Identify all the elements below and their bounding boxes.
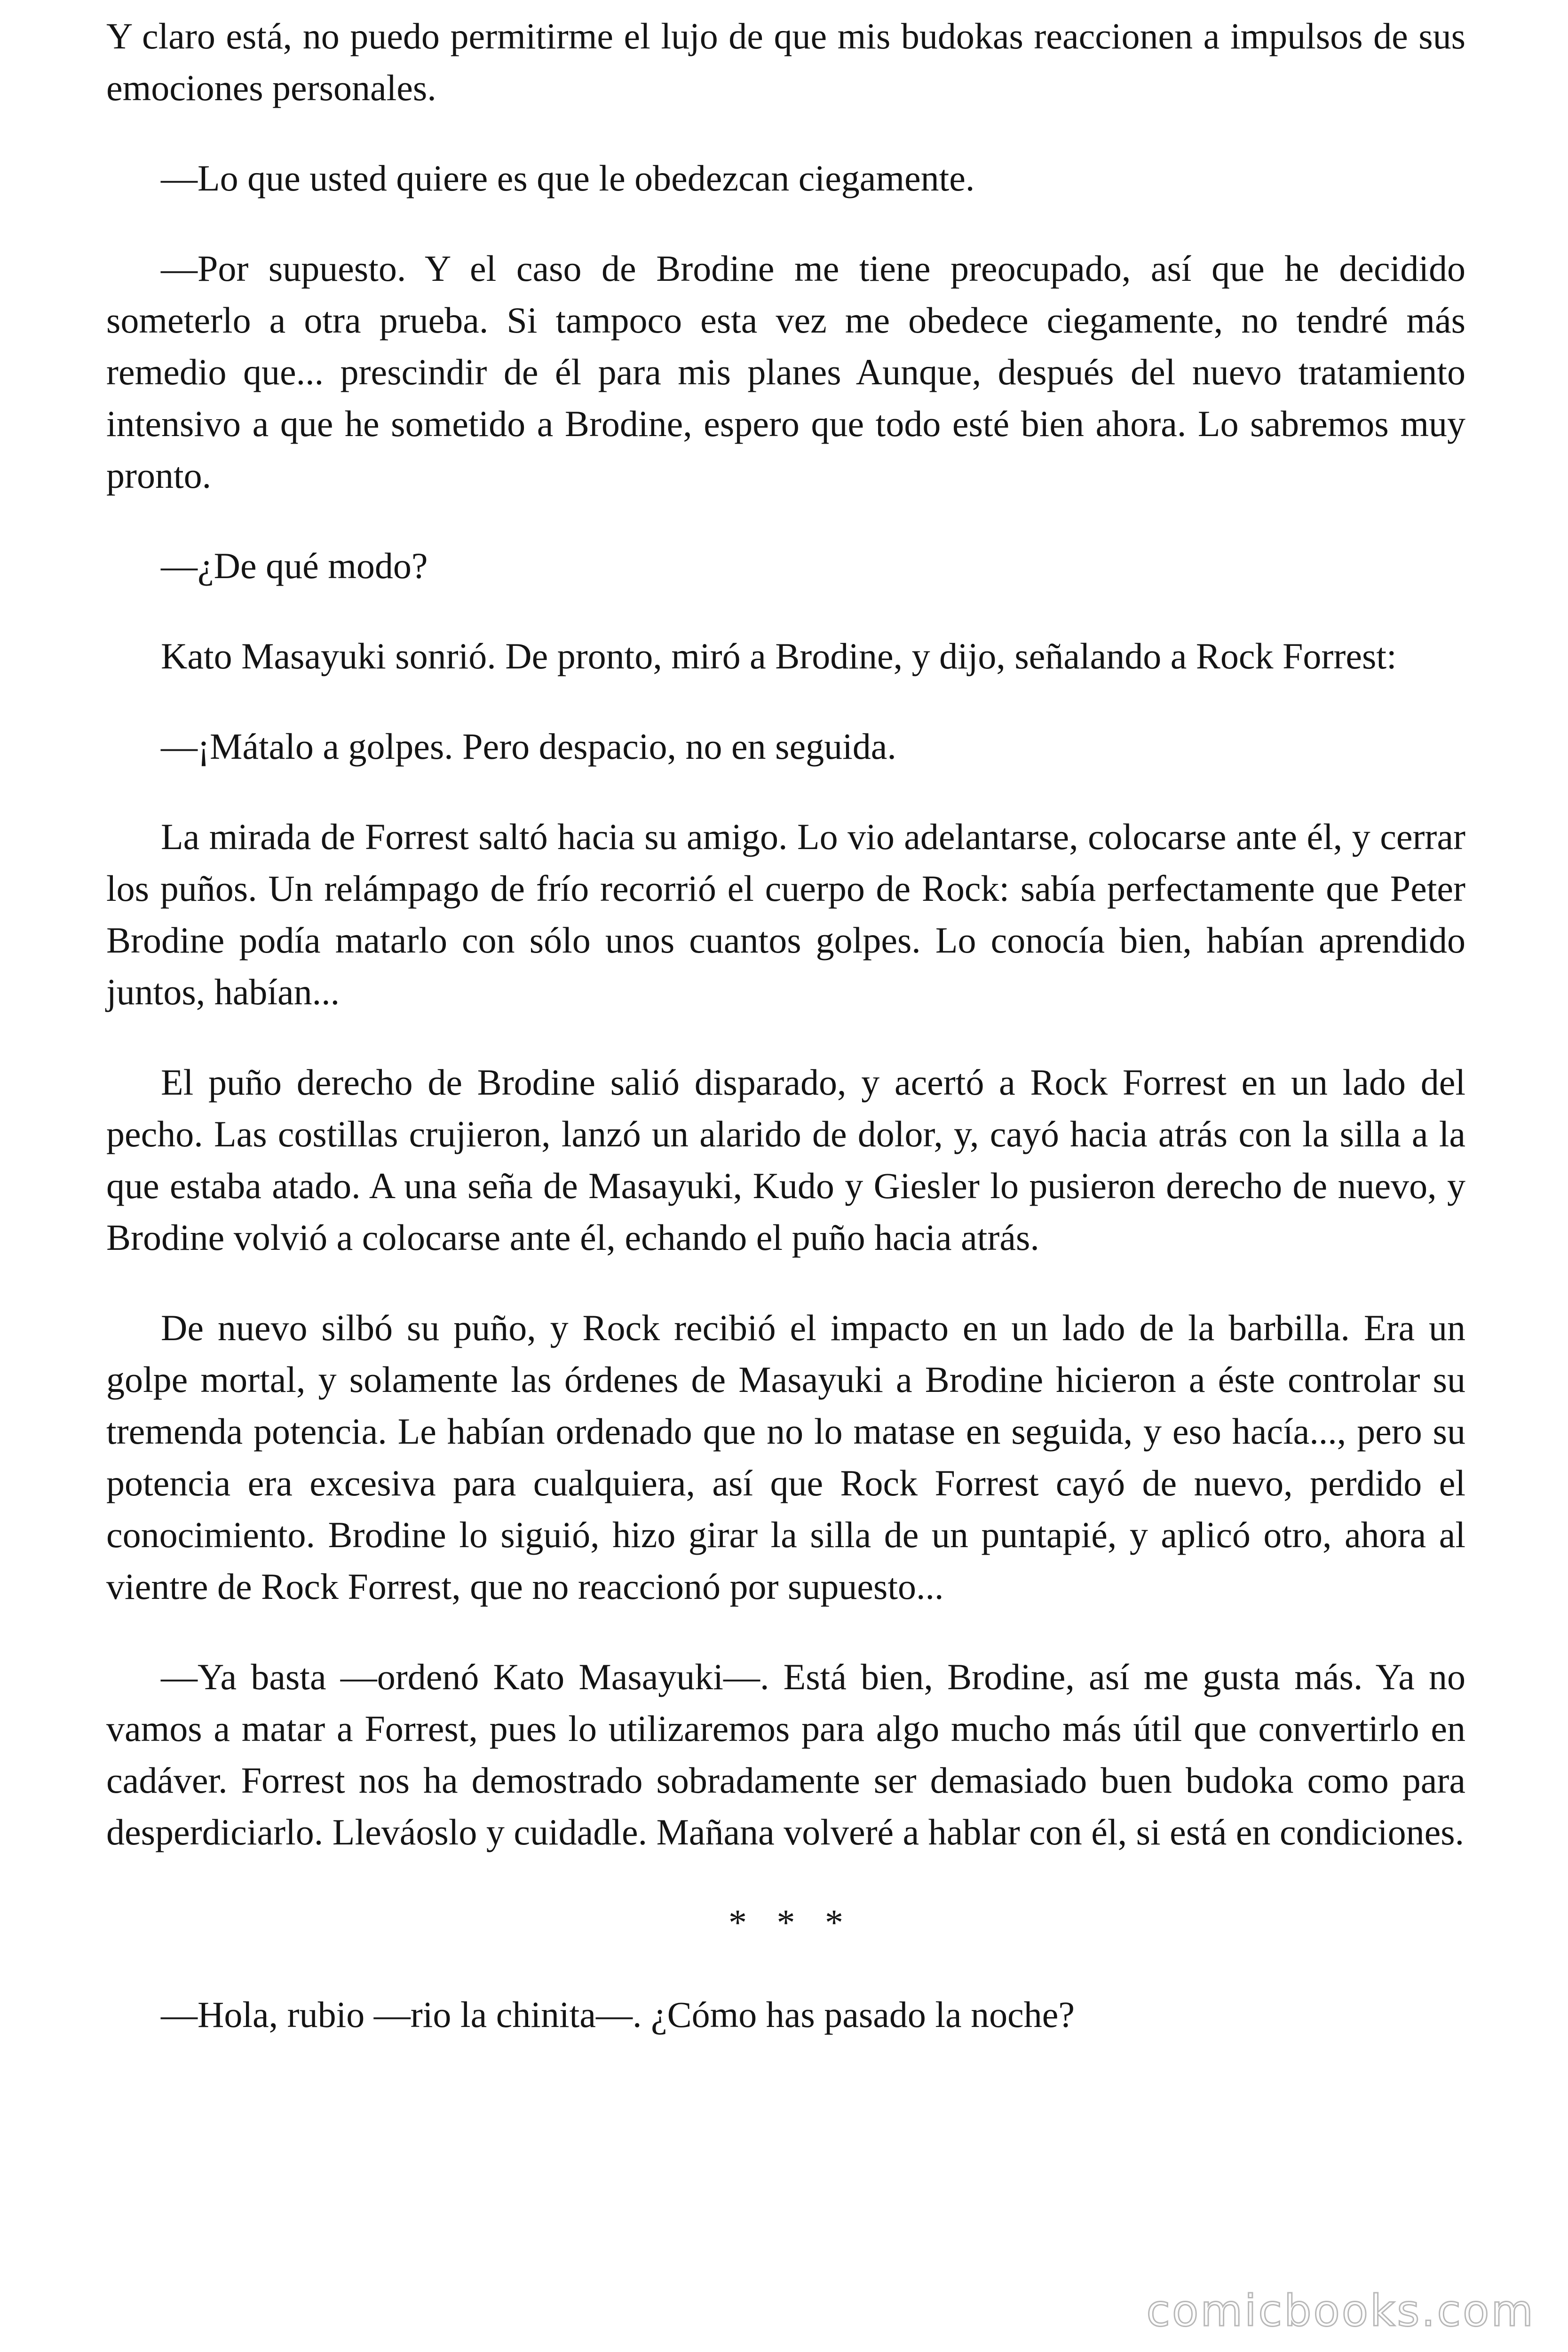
paragraph-1: Y claro está, no puedo permitirme el lujo de que mis budokas reaccionen a impulsos de sus emociones personales.: [106, 16, 1465, 108]
paragraph-5: Kato Masayuki sonrió. De pronto, miró a Brodine, y dijo, señalando a Rock Forrest:: [161, 636, 1397, 676]
closing-paragraph: —Hola, rubio —rio la chinita—. ¿Cómo has pasado la noche?: [161, 1994, 1075, 2035]
scene-separator: * * *: [729, 1902, 854, 1943]
book-page: [106, 10, 1465, 2079]
paragraph-6: —¡Mátalo a golpes. Pero despacio, no en seguida.: [161, 726, 896, 767]
paragraph-8: El puño derecho de Brodine salió disparado, y acertó a Rock Forrest en un lado del pecho. Las costillas crujieron, lanzó un alarido de dolor, y, cayó hacia atrás con la silla a la que estaba atado. A una seña de Masayuki, Kudo y Giesler lo pusieron derecho de nuevo, y Brodine volvió a colocarse ante él, echando el puño hacia atrás.: [106, 1062, 1465, 1258]
watermark-logo: comicbooks.com: [1146, 2286, 1535, 2336]
paragraph-7: La mirada de Forrest saltó hacia su amigo. Lo vio adelantarse, colocarse ante él, y cerrar los puños. Un relámpago de frío recorrió el cuerpo de Rock: sabía perfectamente que Peter Brodine podía matarlo con sólo unos cuantos golpes. Lo conocía bien, habían aprendido juntos, habían...: [106, 816, 1465, 1012]
paragraph-2: —Lo que usted quiere es que le obedezcan ciegamente.: [161, 158, 975, 199]
paragraph-4: —¿De qué modo?: [161, 545, 428, 586]
paragraph-3: —Por supuesto. Y el caso de Brodine me tiene preocupado, así que he decidido someterlo a otra prueba. Si tampoco esta vez me obedece ciegamente, no tendré más remedio que... prescindir de él para mis planes Aunque, después del nuevo tratamiento intensivo a que he sometido a Brodine, espero que todo esté bien ahora. Lo sabremos muy pronto.: [106, 248, 1465, 496]
paragraph-10: —Ya basta —ordenó Kato Masayuki—. Está bien, Brodine, así me gusta más. Ya no vamos a matar a Forrest, pues lo utilizaremos para algo mucho más útil que convertirlo en cadáver. Forrest nos ha demostrado sobradamente ser demasiado buen budoka como para desperdiciarlo. Lleváoslo y cuidadle. Mañana volveré a hablar con él, si está en condiciones.: [106, 1656, 1465, 1852]
paragraph-9: De nuevo silbó su puño, y Rock recibió el impacto en un lado de la barbilla. Era un golpe mortal, y solamente las órdenes de Masayuki a Brodine hicieron a éste controlar su tremenda potencia. Le habían ordenado que no lo matase en seguida, y eso hacía..., pero su potencia era excesiva para cualquiera, así que Rock Forrest cayó de nuevo, perdido el conocimiento. Brodine lo siguió, hizo girar la silla de un puntapié, y aplicó otro, ahora al vientre de Rock Forrest, que no reaccionó por supuesto...: [106, 1307, 1465, 1607]
